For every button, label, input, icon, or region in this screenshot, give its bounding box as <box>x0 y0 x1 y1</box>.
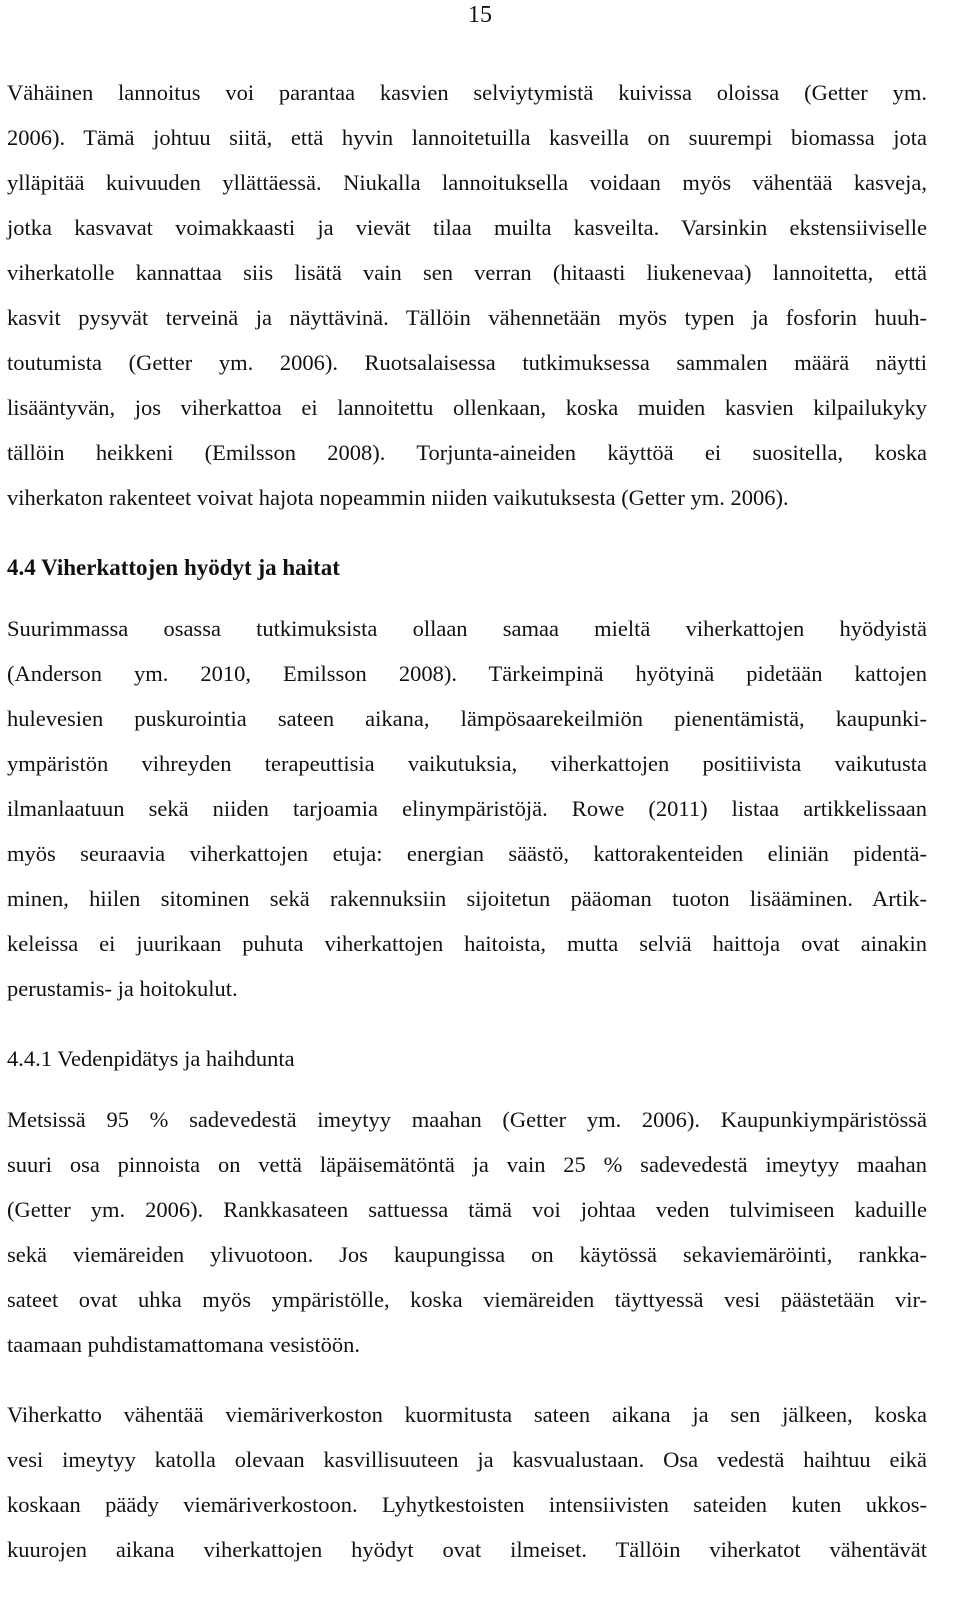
text-line: koskaan päädy viemäriverkostoon. Lyhytkestoisten intensiivisten sateiden kuten ukkos- <box>7 1492 927 1517</box>
text-line: tällöin heikkeni (Emilsson 2008). Torjunta-aineiden käyttöä ei suositella, koska <box>7 440 927 465</box>
text-line: ilmanlaatuun sekä niiden tarjoamia elinympäristöjä. Rowe (2011) listaa artikkelissaan <box>7 796 927 821</box>
paragraph-fertilization <box>7 70 927 520</box>
paragraph-benefits <box>7 606 927 1011</box>
text-line: keleissa ei juurikaan puhuta viherkattojen haitoista, mutta selviä haittoja ovat ainakin <box>7 931 927 956</box>
text-line: sateet ovat uhka myös ympäristölle, koska viemäreiden täyttyessä vesi päästetään vir- <box>7 1287 927 1312</box>
document-body <box>7 70 927 1572</box>
text-line: sekä viemäreiden ylivuotoon. Jos kaupungissa on käytössä sekaviemäröinti, rankka- <box>7 1242 927 1267</box>
text-line: ympäristön vihreyden terapeuttisia vaikutuksia, viherkattojen positiivista vaikutusta <box>7 751 927 776</box>
text-line: (Getter ym. 2006). Rankkasateen sattuessa tämä voi johtaa veden tulvimiseen kaduille <box>7 1197 927 1222</box>
text-line: kasvit pysyvät terveinä ja näyttävinä. Tällöin vähennetään myös typen ja fosforin huuh- <box>7 305 927 330</box>
section-heading-4-4: 4.4 Viherkattojen hyödyt ja haitat <box>7 555 340 580</box>
text-line: Suurimmassa osassa tutkimuksista ollaan samaa mieltä viherkattojen hyödyistä <box>7 616 927 641</box>
text-line: hulevesien puskurointia sateen aikana, lämpösaarekeilmiön pienentämistä, kaupunki- <box>7 706 927 731</box>
text-line: myös seuraavia viherkattojen etuja: energian säästö, kattorakenteiden eliniän pidentä- <box>7 841 927 866</box>
text-line: 2006). Tämä johtuu siitä, että hyvin lannoitetuilla kasveilla on suurempi biomassa jota <box>7 125 927 150</box>
text-line: Vähäinen lannoitus voi parantaa kasvien selviytymistä kuivissa oloissa (Getter ym. <box>7 80 927 105</box>
text-line: (Anderson ym. 2010, Emilsson 2008). Tärkeimpinä hyötyinä pidetään kattojen <box>7 661 927 686</box>
paragraph-sewer-load <box>7 1392 927 1572</box>
text-line: jotka kasvavat voimakkaasti ja vievät tilaa muilta kasveilta. Varsinkin ekstensiiviselle <box>7 215 927 240</box>
text-line: Viherkatto vähentää viemäriverkoston kuormitusta sateen aikana ja sen jälkeen, koska <box>7 1402 927 1427</box>
text-line: suuri osa pinnoista on vettä läpäisemätöntä ja vain 25 % sadevedestä imeytyy maahan <box>7 1152 927 1177</box>
text-line: taamaan puhdistamattomana vesistöön. <box>7 1332 361 1357</box>
text-line: toutumista (Getter ym. 2006). Ruotsalaisessa tutkimuksessa sammalen määrä näytti <box>7 350 927 375</box>
text-line: perustamis- ja hoitokulut. <box>7 976 238 1001</box>
text-line: viherkaton rakenteet voivat hajota nopeammin niiden vaikutuksesta (Getter ym. 2006). <box>7 485 789 510</box>
subsection-heading-4-4-1: 4.4.1 Vedenpidätys ja haihdunta <box>7 1046 295 1071</box>
text-line: ylläpitää kuivuuden yllättäessä. Niukalla lannoituksella voidaan myös vähentää kasveja, <box>7 170 927 195</box>
text-line: kuurojen aikana viherkattojen hyödyt ovat ilmeiset. Tällöin viherkatot vähentävät <box>7 1537 927 1562</box>
text-line: lisääntyvän, jos viherkattoa ei lannoitettu ollenkaan, koska muiden kasvien kilpailukyky <box>7 395 927 420</box>
paragraph-water-retention <box>7 1097 927 1367</box>
text-line: viherkatolle kannattaa siis lisätä vain sen verran (hitaasti liukenevaa) lannoitetta, että <box>7 260 927 285</box>
text-line: Metsissä 95 % sadevedestä imeytyy maahan (Getter ym. 2006). Kaupunkiympäristössä <box>7 1107 927 1132</box>
text-line: vesi imeytyy katolla olevaan kasvillisuuteen ja kasvualustaan. Osa vedestä haihtuu eikä <box>7 1447 927 1472</box>
text-line: minen, hiilen sitominen sekä rakennuksiin sijoitetun pääoman tuoton lisääminen. Artik- <box>7 886 927 911</box>
page-number: 15 <box>468 2 492 28</box>
